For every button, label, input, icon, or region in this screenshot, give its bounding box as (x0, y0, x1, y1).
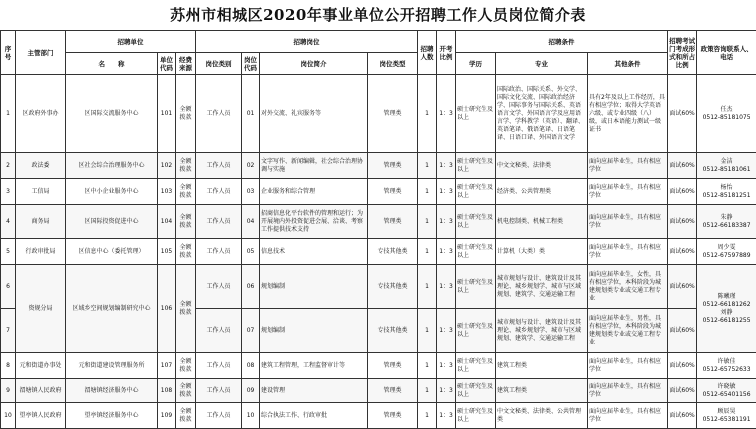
table-row (1, 75, 756, 153)
cell-pcode: 01 (242, 75, 260, 153)
cell-contact: 杨怡 0512-85181251 (697, 179, 756, 205)
cell-cat: 工作人员 (196, 403, 242, 429)
cell-unit: 区信息中心（委托管理） (66, 239, 158, 265)
cell-edu: 硕士研究生及以上 (456, 205, 496, 239)
cell-other: 面向应届毕业生，具有相应学位 (588, 403, 668, 429)
cell-ptype: 专技其他类 (368, 265, 418, 309)
cell-desc: 建设管理 (260, 379, 368, 403)
cell-unit: 元和街道建设管理服务所 (66, 353, 158, 379)
cell-seq: 10 (1, 403, 16, 429)
cell-edu: 硕士研究生及以上 (456, 75, 496, 153)
cell-count: 1 (418, 309, 437, 353)
cell-edu: 硕士研究生及以上 (456, 153, 496, 179)
cell-dept: 望亭镇人民政府 (16, 403, 66, 429)
cell-ptype: 专技其他类 (368, 239, 418, 265)
cell-count: 1 (418, 205, 437, 239)
header-unit-name: 名 称 (66, 53, 158, 75)
cell-dept: 资规分局 (16, 265, 66, 353)
cell-pcode: 04 (242, 205, 260, 239)
cell-cat: 工作人员 (196, 153, 242, 179)
cell-seq: 8 (1, 353, 16, 379)
cell-desc: 规划编制 (260, 309, 368, 353)
header-dept: 主管部门 (16, 31, 66, 75)
cell-ratio: 1：3 (437, 309, 456, 353)
cell-edu: 硕士研究生及以上 (456, 179, 496, 205)
cell-fund: 全额拨款 (176, 75, 196, 153)
cell-code: 104 (158, 205, 176, 239)
header-post-type: 岗位类型 (368, 53, 418, 75)
cell-seq: 2 (1, 153, 16, 179)
cell-cat: 工作人员 (196, 75, 242, 153)
cell-unit: 区中小企业服务中心 (66, 179, 158, 205)
table-row (1, 205, 756, 239)
cell-pcode: 07 (242, 309, 260, 353)
cell-unit: 区国际交流服务中心 (66, 75, 158, 153)
table-row (1, 265, 756, 309)
cell-unit: 渭塘镇经济服务中心 (66, 379, 158, 403)
cell-contact: 周少雯 0512-67597889 (697, 239, 756, 265)
cell-other: 面向应届毕业生，具有相应学位 (588, 379, 668, 403)
cell-pcode: 09 (242, 379, 260, 403)
cell-ptype: 管理类 (368, 179, 418, 205)
cell-ratio: 1：3 (437, 153, 456, 179)
cell-cat: 工作人员 (196, 265, 242, 309)
header-contact: 政策咨询联系人、电话 (697, 31, 756, 75)
cell-code: 105 (158, 239, 176, 265)
cell-major: 城市规划与设计、建筑设计及其理论、城乡规划学、城市与区域规划、建筑学、交通运输工程 (496, 265, 588, 309)
cell-major: 经济类、公共管理类 (496, 179, 588, 205)
cell-contact: 陈曦瑾 0512-66181262 刘静 0512-66181255 (697, 265, 756, 353)
cell-count: 1 (418, 379, 437, 403)
cell-code: 106 (158, 265, 176, 353)
cell-exam: 面试60% (668, 205, 697, 239)
cell-ratio: 1：3 (437, 353, 456, 379)
cell-pcode: 06 (242, 265, 260, 309)
cell-seq: 9 (1, 379, 16, 403)
header-count: 招聘人数 (418, 31, 437, 75)
cell-fund: 全额拨款 (176, 353, 196, 379)
cell-count: 1 (418, 403, 437, 429)
header-other: 其他条件 (588, 53, 668, 75)
cell-dept: 渭塘镇人民政府 (16, 379, 66, 403)
cell-dept: 工信局 (16, 179, 66, 205)
header-seq: 序号 (1, 31, 16, 75)
cell-seq: 7 (1, 309, 16, 353)
cell-ptype: 管理类 (368, 205, 418, 239)
cell-pcode: 02 (242, 153, 260, 179)
cell-unit: 区国际投资促进中心 (66, 205, 158, 239)
cell-code: 102 (158, 153, 176, 179)
cell-edu: 硕士研究生及以上 (456, 265, 496, 309)
cell-dept: 区政府外事办 (16, 75, 66, 153)
cell-unit: 望亭镇经济服务中心 (66, 403, 158, 429)
cell-cat: 工作人员 (196, 239, 242, 265)
header-major: 专业 (496, 53, 588, 75)
cell-desc: 企业服务和综合管理 (260, 179, 368, 205)
table-row (1, 379, 756, 403)
header-post-cat: 岗位类别 (196, 53, 242, 75)
cell-unit: 区社会综合治理服务中心 (66, 153, 158, 179)
cell-dept: 政法委 (16, 153, 66, 179)
header-edu: 学历 (456, 53, 496, 75)
cell-ptype: 管理类 (368, 353, 418, 379)
cell-cat: 工作人员 (196, 379, 242, 403)
cell-ptype: 管理类 (368, 379, 418, 403)
cell-exam: 面试60% (668, 75, 697, 153)
cell-desc: 规划编制 (260, 265, 368, 309)
cell-edu: 硕士研究生及以上 (456, 379, 496, 403)
header-cond-group: 招聘条件 (456, 31, 668, 53)
cell-major: 城市规划与设计、建筑设计及其理论、城乡规划学、城市与区域规划、建筑学、交通运输工程 (496, 309, 588, 353)
cell-count: 1 (418, 153, 437, 179)
cell-other: 面向应届毕业生，具有相应学位 (588, 153, 668, 179)
table-row (1, 353, 756, 379)
cell-count: 1 (418, 265, 437, 309)
cell-count: 1 (418, 75, 437, 153)
cell-count: 1 (418, 179, 437, 205)
cell-contact: 许敏佳 0512-65752633 (697, 353, 756, 379)
cell-fund: 全额拨款 (176, 239, 196, 265)
cell-seq: 6 (1, 265, 16, 309)
header-unit-code: 单位代码 (158, 53, 176, 75)
cell-ptype: 管理类 (368, 75, 418, 153)
cell-ptype: 管理类 (368, 403, 418, 429)
cell-major: 中文文秘类、法律类、公共管理类 (496, 403, 588, 429)
cell-other: 面向应届毕业生，具有相应学位 (588, 239, 668, 265)
header-funding: 经费来源 (176, 53, 196, 75)
cell-exam: 面试60% (668, 179, 697, 205)
cell-code: 101 (158, 75, 176, 153)
cell-unit: 区域乡空间规划编制研究中心 (66, 265, 158, 353)
cell-pcode: 05 (242, 239, 260, 265)
cell-dept: 行政审批局 (16, 239, 66, 265)
cell-count: 1 (418, 353, 437, 379)
header-unit-group: 招聘单位 (66, 31, 196, 53)
cell-ptype: 专技其他类 (368, 309, 418, 353)
cell-exam: 面试60% (668, 265, 697, 309)
header-post-code: 岗位代码 (242, 53, 260, 75)
cell-contact: 顾辰昊 0512-65381191 (697, 403, 756, 429)
cell-pcode: 08 (242, 353, 260, 379)
cell-cat: 工作人员 (196, 353, 242, 379)
header-ratio: 开考比例 (437, 31, 456, 75)
table-row (1, 179, 756, 205)
cell-major: 建筑工程类 (496, 353, 588, 379)
cell-exam: 面试60% (668, 153, 697, 179)
cell-dept: 商务局 (16, 205, 66, 239)
cell-ratio: 1：3 (437, 403, 456, 429)
cell-major: 中文文秘类、法律类 (496, 153, 588, 179)
cell-seq: 3 (1, 179, 16, 205)
table-row (1, 403, 756, 429)
cell-dept: 元和街道办事处 (16, 353, 66, 379)
cell-seq: 4 (1, 205, 16, 239)
table-row (1, 239, 756, 265)
cell-ratio: 1：3 (437, 239, 456, 265)
cell-exam: 面试60% (668, 309, 697, 353)
header-post-group: 招聘岗位 (196, 31, 418, 53)
cell-code: 107 (158, 353, 176, 379)
cell-cat: 工作人员 (196, 309, 242, 353)
cell-edu: 硕士研究生及以上 (456, 403, 496, 429)
cell-seq: 1 (1, 75, 16, 153)
cell-desc: 综合执法工作、行政审批 (260, 403, 368, 429)
cell-other: 具有2年及以上工作经历，具有相应学位；取得大学英语六级、或专业四级（八）级，或日本语能力测试一级证书 (588, 75, 668, 153)
cell-major: 国际政治、国际关系、外交学、国际文化交流、国际政治经济学、国际事务与国际关系、英语语言文学、外国语言学及应用语言学、学科教学（英语）、翻译、英语笔译、俄语笔译、日语笔译、日语口译、外国语言文学 (496, 75, 588, 153)
cell-desc: 招商信息化平台软件的管理和运行；为开展境内外投资促进会展、洽谈、考察工作提供技术支持 (260, 205, 368, 239)
cell-pcode: 10 (242, 403, 260, 429)
cell-ratio: 1：3 (437, 379, 456, 403)
header-exam: 招聘考试门考成形式和所占比例 (668, 31, 697, 75)
cell-exam: 面试60% (668, 403, 697, 429)
cell-fund: 全额拨款 (176, 265, 196, 353)
cell-other: 面向应届毕业生，具有相应学位 (588, 353, 668, 379)
cell-edu: 硕士研究生及以上 (456, 239, 496, 265)
cell-major: 计算机（大类）类 (496, 239, 588, 265)
cell-count: 1 (418, 239, 437, 265)
positions-table (0, 30, 756, 429)
cell-pcode: 03 (242, 179, 260, 205)
cell-other: 面向应届毕业生，男性，具有相应学位，本科阶段为城建规划类专业或交通工程专业 (588, 309, 668, 353)
cell-fund: 全额拨款 (176, 205, 196, 239)
cell-code: 103 (158, 179, 176, 205)
cell-desc: 文字写作、新闻编辑，社会综合治理协调与实施 (260, 153, 368, 179)
cell-fund: 全额拨款 (176, 153, 196, 179)
cell-edu: 硕士研究生及以上 (456, 309, 496, 353)
cell-ptype: 管理类 (368, 153, 418, 179)
cell-code: 108 (158, 379, 176, 403)
cell-edu: 硕士研究生及以上 (456, 353, 496, 379)
cell-contact: 朱静 0512-66183387 (697, 205, 756, 239)
cell-contact: 许晓敏 0512-65401156 (697, 379, 756, 403)
cell-ratio: 1：3 (437, 179, 456, 205)
cell-fund: 全额拨款 (176, 403, 196, 429)
cell-contact: 金洁 0512-85181061 (697, 153, 756, 179)
cell-ratio: 1：3 (437, 75, 456, 153)
cell-cat: 工作人员 (196, 179, 242, 205)
cell-desc: 信息技术 (260, 239, 368, 265)
cell-code: 109 (158, 403, 176, 429)
header-post-desc: 岗位简介 (260, 53, 368, 75)
cell-major: 机电控制类、机械工程类 (496, 205, 588, 239)
cell-exam: 面试60% (668, 353, 697, 379)
cell-seq: 5 (1, 239, 16, 265)
cell-ratio: 1：3 (437, 205, 456, 239)
cell-other: 面向应届毕业生，具有相应学位 (588, 179, 668, 205)
cell-major: 建筑工程类 (496, 379, 588, 403)
cell-desc: 对外交流、礼宾服务等 (260, 75, 368, 153)
cell-other: 面向应届毕业生，具有相应学位 (588, 205, 668, 239)
cell-contact: 任杰 0512-85181075 (697, 75, 756, 153)
cell-desc: 建筑工程管理，工程监督审计等 (260, 353, 368, 379)
cell-exam: 面试60% (668, 379, 697, 403)
table-row (1, 153, 756, 179)
cell-other: 面向应届毕业生，女性，具有相应学位，本科阶段为城建规划类专业或交通工程专业 (588, 265, 668, 309)
cell-ratio: 1：3 (437, 265, 456, 309)
cell-fund: 全额拨款 (176, 379, 196, 403)
cell-cat: 工作人员 (196, 205, 242, 239)
cell-fund: 全额拨款 (176, 179, 196, 205)
page-title: 苏州市相城区2020年事业单位公开招聘工作人员岗位简介表 (0, 0, 756, 30)
cell-exam: 面试60% (668, 239, 697, 265)
